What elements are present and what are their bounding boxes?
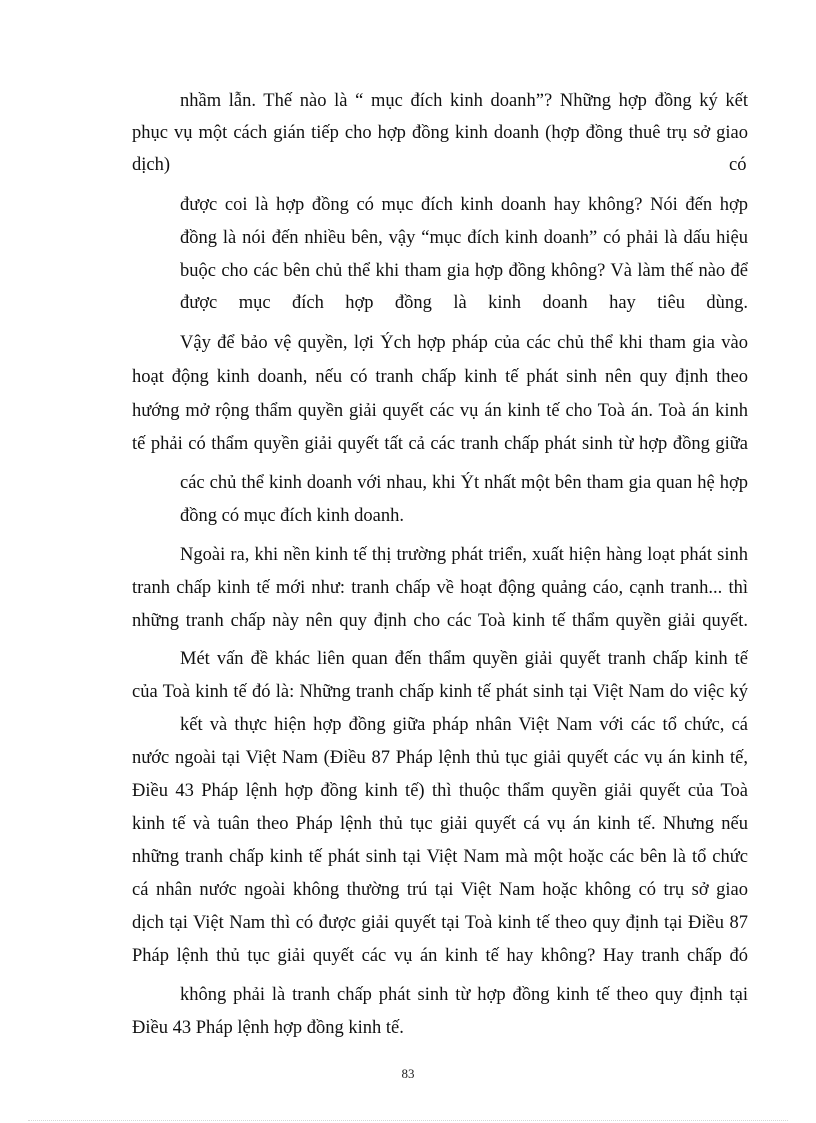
text-line: hướng mở rộng thẩm quyền giải quyết các vụ án kinh tế cho Toà án. Toà án kinh [132, 401, 748, 421]
text-line: tranh chấp kinh tế mới như: tranh chấp về hoạt động quảng cáo, cạnh tranh... thì [132, 578, 748, 598]
text-line: có [729, 155, 747, 175]
text-line: hoạt động kinh doanh, nếu có tranh chấp kinh tế phát sinh nên quy định theo [132, 367, 748, 387]
text-line: cá nhân nước ngoài không thường trú tại Việt Nam hoặc không có trụ sở giao [132, 880, 748, 900]
text-line: Pháp lệnh thủ tục giải quyết các vụ án kinh tế hay không? Hay tranh chấp đó [132, 946, 748, 966]
text-line: Mét vấn đề khác liên quan đến thẩm quyền giải quyết tranh chấp kinh tế [180, 649, 748, 669]
page-number: 83 [401, 1066, 415, 1081]
text-line: các chủ thể kinh doanh với nhau, khi Ýt nhất một bên tham gia quan hệ hợp [180, 473, 748, 493]
text-line: Vậy để bảo vệ quyền, lợi Ých hợp pháp của các chủ thể khi tham gia vào [180, 333, 748, 353]
text-line: phục vụ một cách gián tiếp cho hợp đồng kinh doanh (hợp đồng thuê trụ sở giao [132, 123, 748, 143]
text-line: buộc cho các bên chủ thể khi tham gia hợp đồng không? Và làm thế nào để [180, 261, 748, 281]
text-line: những tranh chấp kinh tế phát sinh tại Việt Nam mà một hoặc các bên là tổ chức [132, 847, 748, 867]
text-line: dịch) [132, 155, 171, 175]
text-line: Điều 43 Pháp lệnh hợp đồng kinh tế) thì thuộc thẩm quyền giải quyết của Toà [132, 781, 748, 801]
text-line: đồng là nói đến nhiều bên, vậy “mục đích kinh doanh” có phải là dấu hiệu [180, 228, 748, 248]
page-bottom-divider [28, 1120, 788, 1121]
text-line: kết và thực hiện hợp đồng giữa pháp nhân Việt Nam với các tổ chức, cá [180, 715, 748, 735]
text-line: không phải là tranh chấp phát sinh từ hợp đồng kinh tế theo quy định tại [180, 985, 748, 1005]
text-line: nước ngoài tại Việt Nam (Điều 87 Pháp lệnh thủ tục giải quyết các vụ án kinh tế, [132, 748, 748, 768]
text-line: đồng có mục đích kinh doanh. [180, 506, 405, 526]
text-line: Điều 43 Pháp lệnh hợp đồng kinh tế. [132, 1018, 404, 1038]
text-line: nhầm lẫn. Thế nào là “ mục đích kinh doanh”? Những hợp đồng ký kết [180, 91, 748, 111]
text-line: Ngoài ra, khi nền kinh tế thị trường phát triển, xuất hiện hàng loạt phát sinh [180, 545, 748, 565]
text-line: được mục đích hợp đồng là kinh doanh hay tiêu dùng. [180, 293, 748, 313]
text-line: được coi là hợp đồng có mục đích kinh doanh hay không? Nói đến hợp [180, 195, 748, 215]
text-line: kinh tế và tuân theo Pháp lệnh thủ tục giải quyết cá vụ án kinh tế. Nhưng nếu [132, 814, 748, 834]
text-line: những tranh chấp này nên quy định cho các Toà kinh tế thẩm quyền giải quyết. [132, 611, 748, 631]
text-line: tế phải có thẩm quyền giải quyết tất cả các tranh chấp phát sinh từ hợp đồng giữa [132, 434, 748, 454]
text-line: của Toà kinh tế đó là: Những tranh chấp kinh tế phát sinh tại Việt Nam do việc ký [132, 682, 748, 702]
text-line: dịch tại Việt Nam thì có được giải quyết tại Toà kinh tế theo quy định tại Điều 87 [132, 913, 748, 933]
